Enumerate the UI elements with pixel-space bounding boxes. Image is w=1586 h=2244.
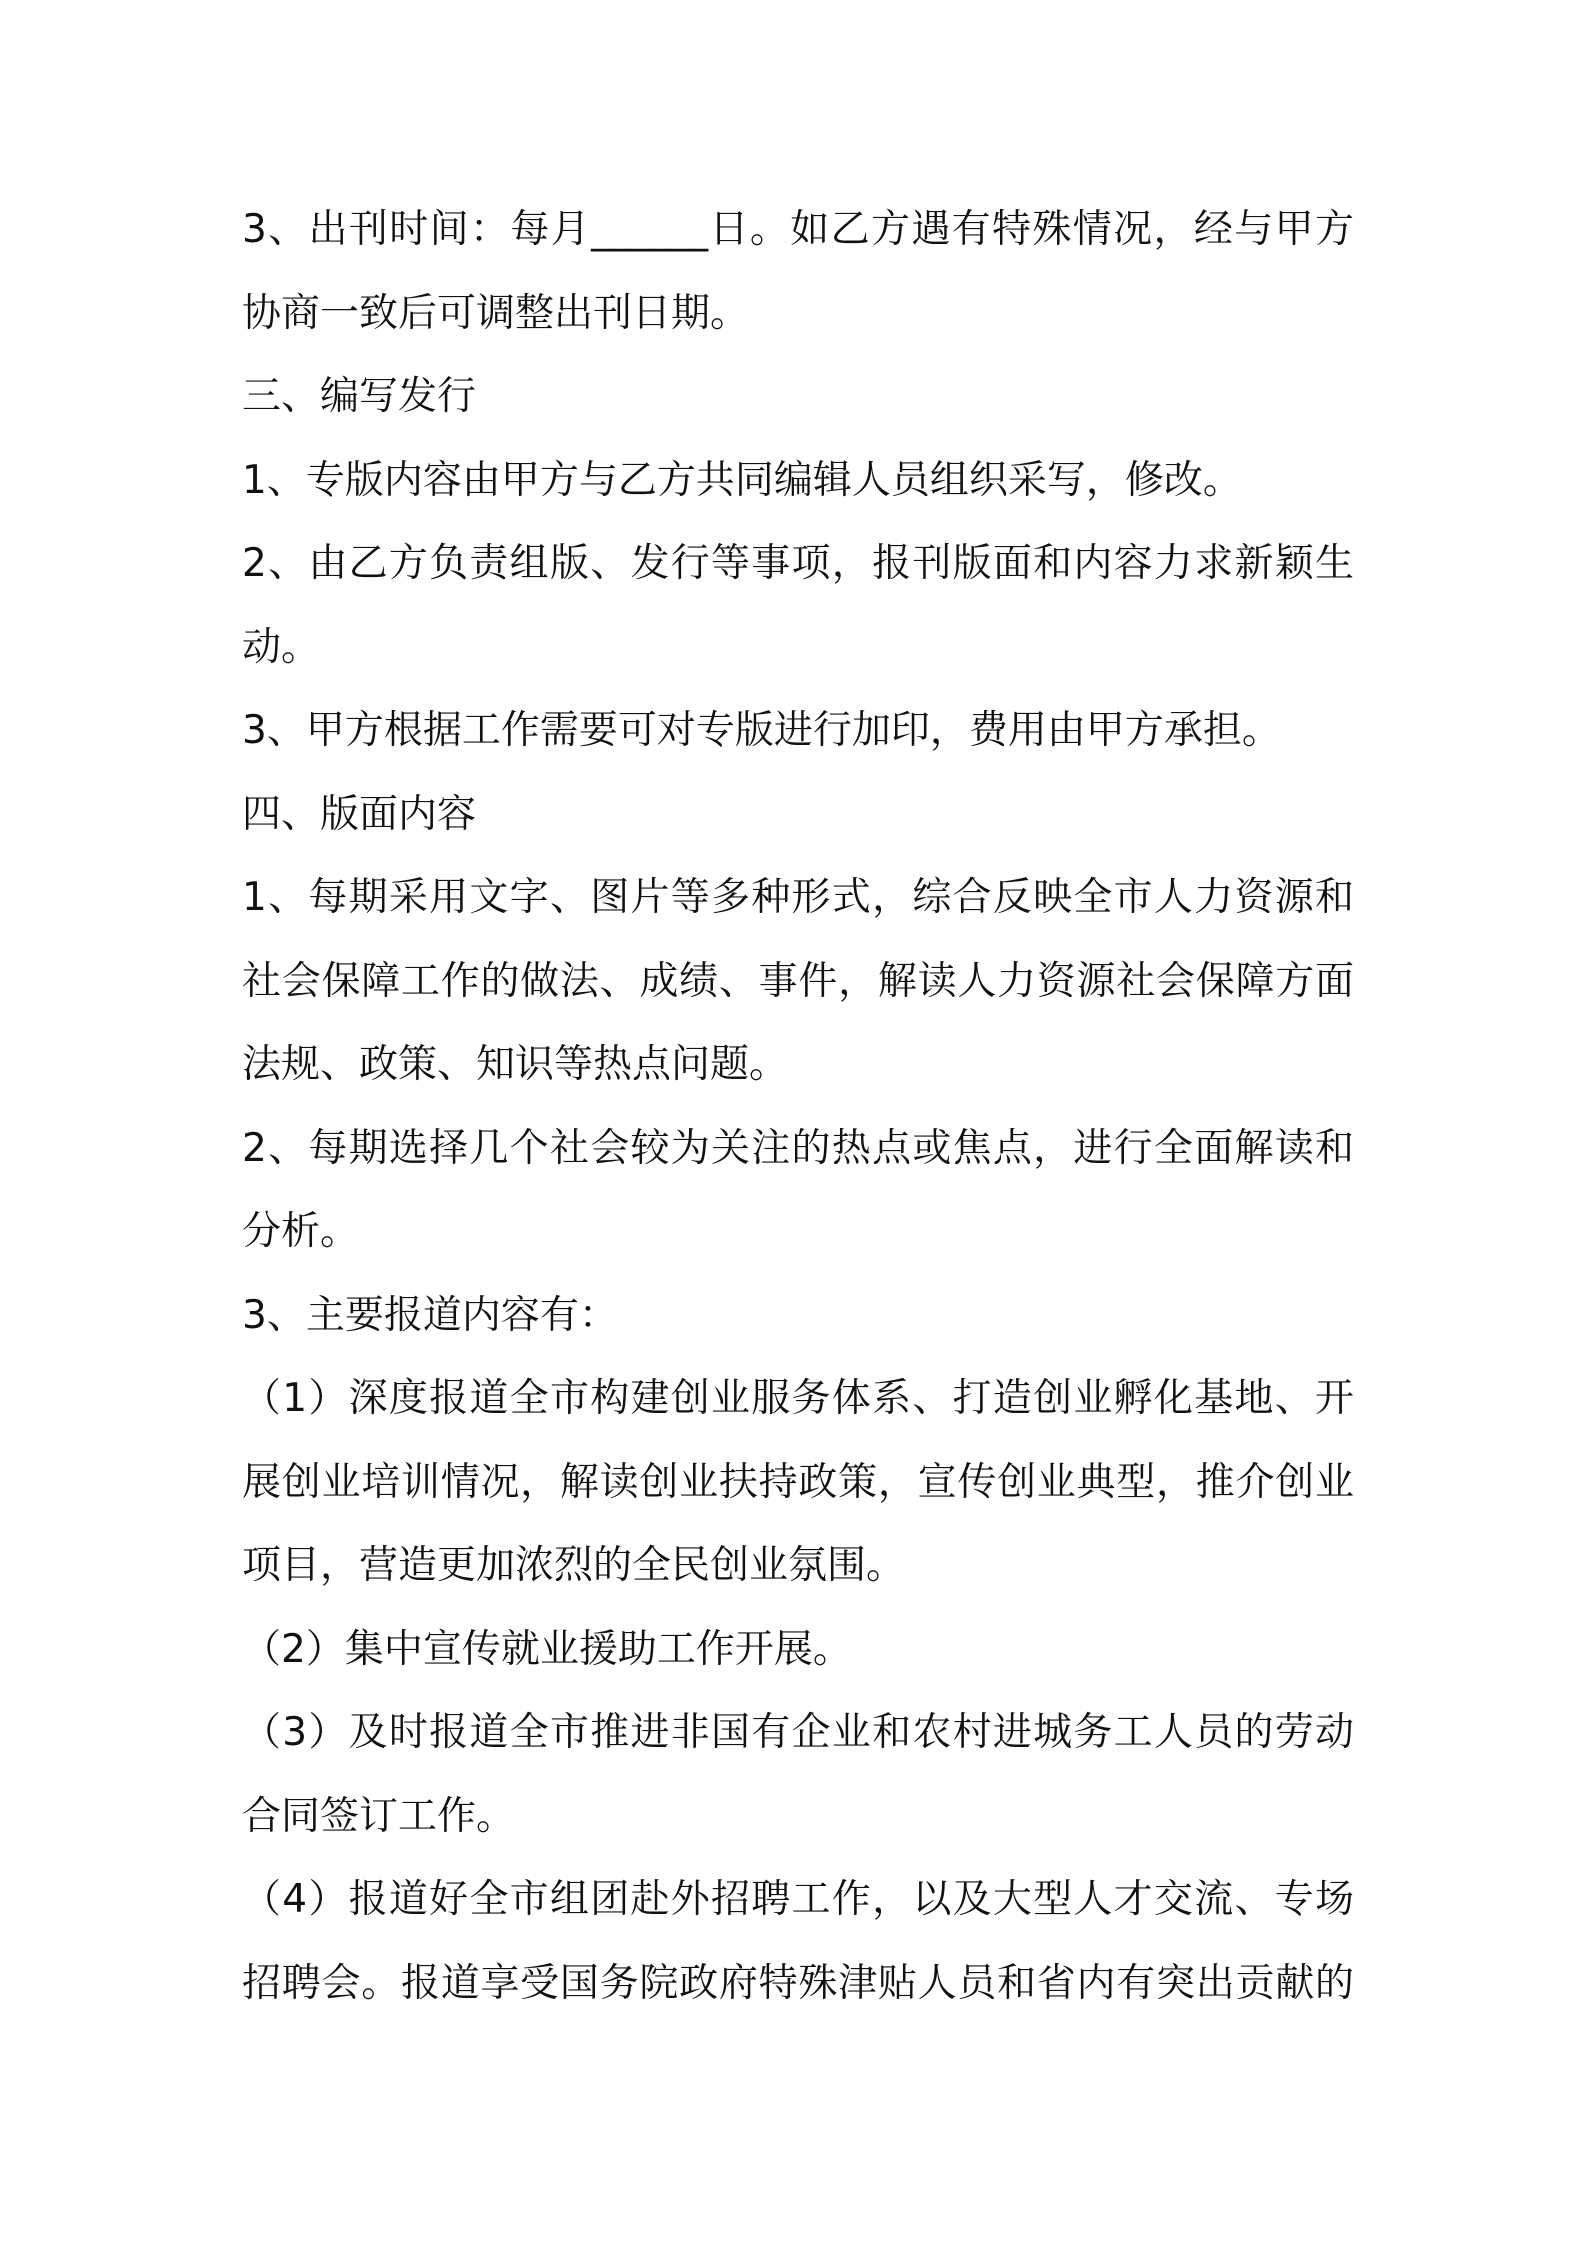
- text-line: 3、出刊时间：每月______日。如乙方遇有特殊情况，经与甲方: [242, 207, 1354, 252]
- text-line: 招聘会。报道享受国务院政府特殊津贴人员和省内有突出贡献的: [242, 1960, 1354, 2006]
- text-line: （1）深度报道全市构建创业服务体系、打造创业孵化基地、开: [242, 1376, 1354, 1421]
- text-line: 社会保障工作的做法、成绩、事件，解读人力资源社会保障方面: [242, 958, 1354, 1004]
- text-line: 3、甲方根据工作需要可对专版进行加印，费用由甲方承担。: [242, 708, 1281, 753]
- text-line: 动。: [242, 624, 321, 670]
- text-line: 展创业培训情况，解读创业扶持政策，宣传创业典型，推介创业: [242, 1459, 1354, 1505]
- text-line: 3、主要报道内容有：: [242, 1292, 618, 1338]
- text-line: 分析。: [242, 1209, 360, 1254]
- text-line: 协商一致后可调整出刊日期。: [242, 290, 750, 336]
- text-line: 法规、政策、知识等热点问题。: [242, 1042, 789, 1087]
- text-line: 合同签订工作。: [242, 1793, 516, 1839]
- text-line: 2、每期选择几个社会较为关注的热点或焦点，进行全面解读和: [242, 1125, 1354, 1171]
- text-line: （4）报道好全市组团赴外招聘工作，以及大型人才交流、专场: [242, 1877, 1354, 1922]
- text-line: 1、专版内容由甲方与乙方共同编辑人员组织采写，修改。: [242, 457, 1242, 503]
- text-line: （3）及时报道全市推进非国有企业和农村进城务工人员的劳动: [242, 1710, 1354, 1755]
- text-line: 2、由乙方负责组版、发行等事项，报刊版面和内容力求新颖生: [242, 541, 1354, 586]
- document-body: [242, 188, 1354, 2025]
- section-heading: 四、版面内容: [242, 791, 477, 837]
- text-line: 1、每期采用文字、图片等多种形式，综合反映全市人力资源和: [242, 875, 1354, 920]
- text-line: （2）集中宣传就业援助工作开展。: [242, 1626, 852, 1672]
- text-line: 项目，营造更加浓烈的全民创业氛围。: [242, 1543, 906, 1588]
- section-heading: 三、编写发行: [242, 374, 477, 419]
